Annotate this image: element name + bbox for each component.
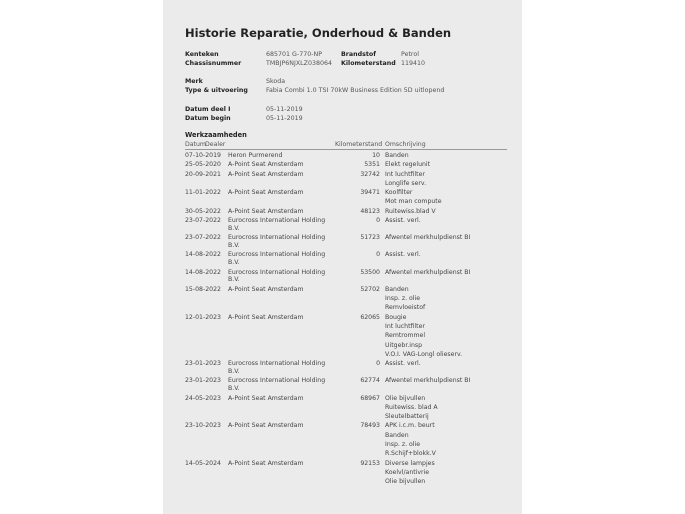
row-km: 39471 [360, 189, 380, 197]
row-km: 32742 [360, 170, 380, 178]
label: Kenteken [185, 51, 219, 58]
row-description [385, 207, 507, 216]
description-line: Uitgebr.insp [385, 341, 423, 349]
row-date: 07-10-2019 [185, 152, 221, 159]
row-date: 11-01-2022 [185, 189, 221, 197]
row-km: 78493 [360, 422, 380, 430]
row-km: 62065 [360, 313, 380, 321]
row-dealer [228, 394, 338, 422]
row-dealer [228, 376, 338, 393]
row-date: 14-08-2022 [185, 251, 221, 259]
dealer-line: A-Point Seat Amsterdam [228, 285, 304, 293]
description-line: V.O.I. VAG-Longl olieserv. [385, 350, 463, 358]
description-line: Sleutelbatterij [385, 413, 429, 421]
dealer-line: Eurocross International Holding [228, 251, 326, 259]
row-km: 5351 [364, 161, 380, 169]
label: Brandstof [341, 51, 376, 58]
table-row [185, 160, 507, 169]
description-line: Banden [385, 152, 409, 159]
description-line: Koolfilter [385, 189, 413, 197]
type-field [185, 87, 444, 94]
table-row [185, 170, 507, 189]
chassis-field [185, 60, 332, 67]
row-description [385, 216, 507, 233]
dealer-line: B.V. [228, 276, 240, 284]
dealer-line: B.V. [228, 367, 240, 375]
value: TMBJP6NJXLZ038064 [266, 60, 333, 67]
description-line: Afwentel merkhulpdienst BI [385, 234, 471, 242]
table-row [185, 459, 507, 487]
label: Chassisnummer [185, 60, 242, 67]
value: 119410 [401, 60, 426, 67]
description-line: Koelvl/antivrie [385, 468, 430, 476]
dealer-line: A-Point Seat Amsterdam [228, 170, 304, 178]
dealer-line: B.V. [228, 259, 240, 267]
row-km: 10 [372, 152, 380, 159]
dealer-line: Heron Purmerend [228, 152, 283, 159]
description-line: Longlife serv. [385, 179, 427, 187]
col-dealer: Dealer [205, 141, 226, 148]
dealer-line: A-Point Seat Amsterdam [228, 459, 304, 467]
table-row [185, 207, 507, 216]
description-line: Banden [385, 285, 409, 293]
row-km: 0 [376, 360, 380, 368]
dealer-line: Eurocross International Holding [228, 234, 326, 242]
row-date: 23-07-2022 [185, 217, 221, 225]
description-line: Mot man compute [385, 198, 442, 206]
row-dealer [228, 160, 338, 169]
row-date: 15-08-2022 [185, 285, 221, 293]
row-date: 14-05-2024 [185, 459, 221, 467]
row-dealer [228, 233, 338, 250]
table-row [185, 233, 507, 250]
value: Fabia Combi 1.0 TSI 70kW Business Edition 5D uitlopend [266, 87, 445, 94]
row-dealer [228, 285, 338, 313]
table-row [185, 216, 507, 233]
description-line: Remvloeistof [385, 304, 426, 312]
description-line: Insp. z. olie [385, 295, 421, 303]
row-dealer [228, 151, 338, 160]
dealer-line: B.V. [228, 384, 240, 392]
table-header [185, 141, 507, 150]
description-line: Insp. z. olie [385, 441, 421, 449]
row-date: 20-09-2021 [185, 170, 221, 178]
row-description [385, 313, 507, 359]
row-date: 25-05-2020 [185, 161, 221, 169]
row-description [385, 359, 507, 376]
row-date: 24-05-2023 [185, 394, 221, 402]
row-km: 68967 [360, 394, 380, 402]
dealer-line: A-Point Seat Amsterdam [228, 207, 304, 215]
row-description [385, 170, 507, 189]
dealer-line: A-Point Seat Amsterdam [228, 313, 304, 321]
table-row [185, 268, 507, 285]
row-dealer [228, 250, 338, 267]
row-dealer [228, 359, 338, 376]
row-description [385, 376, 507, 393]
description-line: Assist. verl. [385, 360, 421, 368]
kenteken-field [185, 51, 322, 58]
description-line: Olie bijvullen [385, 478, 426, 486]
row-description [385, 285, 507, 313]
description-line: Banden [385, 431, 409, 439]
row-description [385, 394, 507, 422]
dealer-line: Eurocross International Holding [228, 360, 326, 368]
col-date: Datum [185, 141, 206, 148]
row-dealer [228, 188, 338, 207]
col-desc: Omschrijving [385, 141, 426, 148]
row-dealer [228, 313, 338, 359]
row-km: 62774 [360, 377, 380, 385]
document-page [163, 0, 522, 514]
table-row [185, 250, 507, 267]
dealer-line: A-Point Seat Amsterdam [228, 394, 304, 402]
row-description [385, 250, 507, 267]
row-km: 52702 [360, 285, 380, 293]
row-date: 23-07-2022 [185, 234, 221, 242]
label: Datum deel I [185, 106, 231, 113]
col-km: Kilometerstand [335, 141, 383, 148]
table-row [185, 376, 507, 393]
description-line: Assist. verl. [385, 251, 421, 259]
value: Skoda [266, 78, 286, 85]
table-row [185, 188, 507, 207]
dealer-line: Eurocross International Holding [228, 377, 326, 385]
description-line: R.Schijf+blokk.V [385, 450, 436, 458]
row-km: 48123 [360, 207, 380, 215]
row-dealer [228, 216, 338, 233]
row-description [385, 268, 507, 285]
row-km: 51723 [360, 234, 380, 242]
value: 05-11-2019 [266, 115, 303, 122]
dealer-line: A-Point Seat Amsterdam [228, 189, 304, 197]
row-date: 23-10-2023 [185, 422, 221, 430]
dealer-line: A-Point Seat Amsterdam [228, 161, 304, 169]
row-km: 92153 [360, 459, 380, 467]
description-line: Afwentel merkhulpdienst BI [385, 377, 471, 385]
row-date: 30-05-2022 [185, 207, 221, 215]
label: Kilometerstand [341, 60, 396, 67]
description-line: Assist. verl. [385, 217, 421, 225]
brandstof-field [341, 51, 419, 58]
table-row [185, 285, 507, 313]
description-line: Ruitewiss. blad A [385, 403, 438, 411]
label: Datum begin [185, 115, 231, 122]
value: Petrol [401, 51, 419, 58]
description-line: Afwentel merkhulpdienst BI [385, 268, 471, 276]
row-dealer [228, 459, 338, 487]
description-line: Elekt regelunit [385, 161, 431, 169]
row-km: 53500 [360, 268, 380, 276]
value: 05-11-2019 [266, 106, 303, 113]
dealer-line: B.V. [228, 241, 240, 249]
datum-begin-field [185, 115, 303, 122]
description-line: Ruitewiss.blad V [385, 207, 436, 215]
dealer-line: A-Point Seat Amsterdam [228, 422, 304, 430]
row-date: 12-01-2023 [185, 313, 221, 321]
value: 685701 G-770-NP [266, 51, 322, 58]
dealer-line: B.V. [228, 224, 240, 232]
table-row [185, 421, 507, 458]
dealer-line: Eurocross International Holding [228, 268, 326, 276]
label: Type & uitvoering [185, 87, 248, 94]
section-heading: Werkzaamheden [185, 131, 247, 139]
row-description [385, 233, 507, 250]
dealer-line: Eurocross International Holding [228, 217, 326, 225]
datum-deel1-field [185, 106, 303, 113]
table-row [185, 151, 507, 160]
table-row [185, 313, 507, 359]
table-row [185, 394, 507, 422]
row-description [385, 188, 507, 207]
description-line: Olie bijvullen [385, 394, 426, 402]
table-row [185, 359, 507, 376]
row-date: 23-01-2023 [185, 360, 221, 368]
row-km: 0 [376, 251, 380, 259]
row-date: 14-08-2022 [185, 268, 221, 276]
label: Merk [185, 78, 203, 85]
description-line: Remtrommel [385, 332, 426, 340]
description-line: Int luchtfilter [385, 170, 425, 178]
merk-field [185, 78, 285, 85]
row-description [385, 459, 507, 487]
description-line: Bougie [385, 313, 407, 321]
row-description [385, 151, 507, 160]
row-description [385, 160, 507, 169]
page-title: Historie Reparatie, Onderhoud & Banden [185, 26, 452, 40]
row-date: 23-01-2023 [185, 377, 221, 385]
description-line: Diverse lampjes [385, 459, 435, 467]
row-dealer [228, 170, 338, 189]
row-dealer [228, 207, 338, 216]
row-dealer [228, 421, 338, 458]
description-line: Int luchtfilter [385, 323, 425, 331]
work-table [185, 151, 507, 487]
kilometerstand-field [341, 60, 425, 67]
row-km: 0 [376, 217, 380, 225]
description-line: APK i.c.m. beurt [385, 422, 435, 430]
row-dealer [228, 268, 338, 285]
row-description [385, 421, 507, 458]
